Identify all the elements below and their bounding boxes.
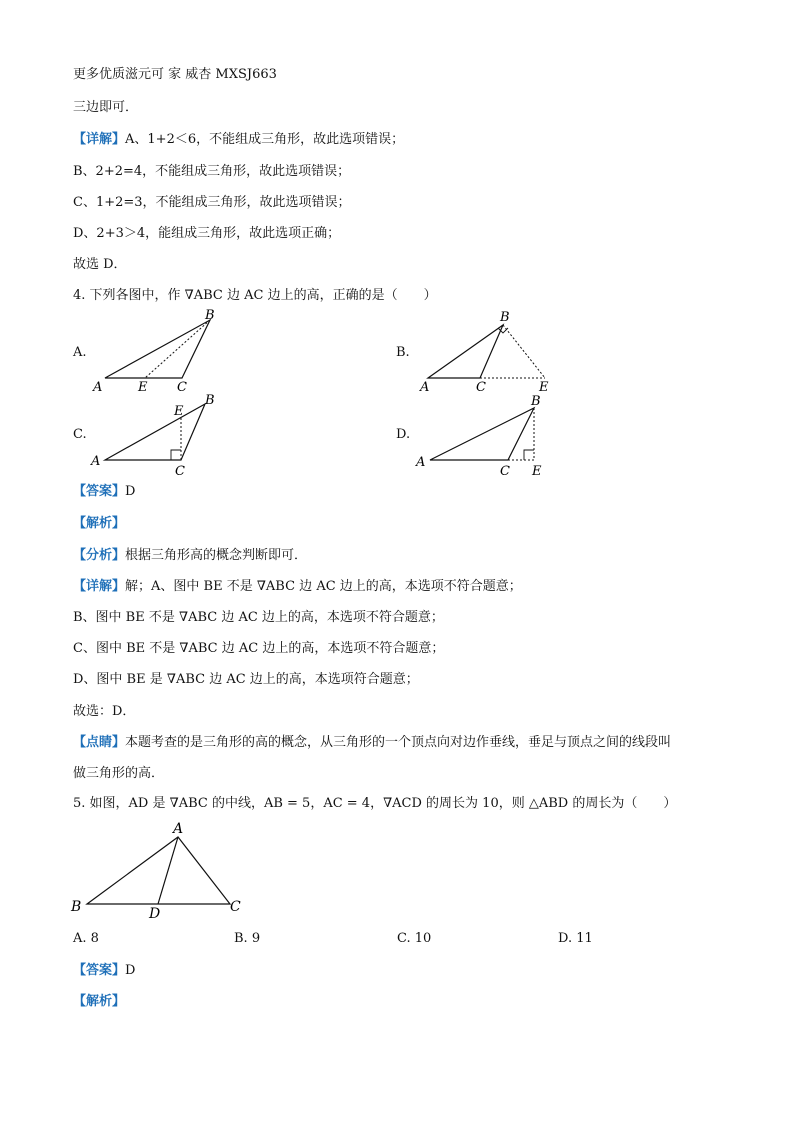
point-label-e: E: [532, 464, 542, 479]
detail-tag: 【详解】: [73, 132, 126, 147]
q4-detail-line: D、图中 BE 是 ∇ABC 边 AC 边上的高，本选项符合题意；: [73, 672, 419, 687]
point-label-b: B: [531, 394, 541, 409]
point-label-b: B: [500, 310, 510, 325]
q3-detail-line: [73, 131, 404, 149]
dianjing-tag: 【点睛】: [73, 735, 126, 750]
q4-detail-line: B、图中 BE 不是 ∇ABC 边 AC 边上的高，本选项不符合题意；: [73, 610, 444, 625]
point-label-b: B: [205, 393, 215, 408]
q5-figure: [65, 815, 265, 925]
point-label-c: C: [175, 464, 185, 479]
point-label-e: E: [138, 380, 148, 395]
q3-line: B、2+2=4，不能组成三角形，故此选项错误；: [73, 164, 351, 179]
q5-option-a: A. 8: [73, 931, 99, 946]
point-label-c: C: [230, 899, 241, 915]
q4-figure-b: [410, 305, 560, 395]
point-label-a: A: [420, 380, 430, 395]
dianjing-text: 本题考查的是三角形的高的概念，从三角形的一个顶点向对边作垂线，垂足与顶点之间的线段叫: [125, 735, 672, 750]
q4-figure-a: [85, 305, 235, 395]
point-label-c: C: [476, 380, 486, 395]
q4-detail-line: C、图中 BE 不是 ∇ABC 边 AC 边上的高，本选项不符合题意；: [73, 641, 445, 656]
header-watermark: 更多优质滋元可 家 威杏 MXSJ663: [73, 67, 277, 82]
q4-fenxi-line: [73, 547, 307, 565]
q4-detail-line: [73, 578, 522, 596]
point-label-a: A: [416, 455, 426, 470]
point-label-c: C: [500, 464, 510, 479]
q5-answer-line: [73, 962, 135, 980]
point-label-a: A: [93, 380, 103, 395]
point-label-d: D: [149, 906, 161, 922]
answer-value: D: [125, 484, 136, 499]
q4-figure-c: [85, 390, 235, 480]
point-label-e: E: [539, 380, 549, 395]
q3-line: C、1+2=3，不能组成三角形，故此选项错误；: [73, 195, 351, 210]
q5-option-b: B. 9: [234, 931, 261, 946]
q4-option-label-c: C.: [73, 427, 87, 442]
answer-tag: 【答案】: [73, 484, 126, 499]
q5-stem: 5. 如图，AD 是 ∇ABC 的中线，AB = 5，AC = 4，∇ACD 的周长为 10，则 △ABD 的周长为（ ）: [73, 796, 677, 811]
point-label-a: A: [91, 454, 101, 469]
q4-stem: 4. 下列各图中，作 ∇ABC 边 AC 边上的高，正确的是（ ）: [73, 288, 437, 303]
fenxi-tag: 【分析】: [73, 548, 126, 563]
detail-tag: 【详解】: [73, 579, 126, 594]
q4-answer-line: [73, 483, 135, 501]
q4-option-label-a: A.: [73, 345, 87, 360]
answer-tag: 【答案】: [73, 963, 126, 978]
point-label-e: E: [174, 404, 184, 419]
q4-dianjing-line: 做三角形的高．: [73, 766, 165, 781]
q3-line: D、2+3＞4，能组成三角形，故此选项正确；: [73, 226, 341, 241]
analysis-tag: 【解析】: [73, 994, 126, 1009]
q5-option-c: C. 10: [397, 931, 432, 946]
point-label-c: C: [177, 380, 187, 395]
point-label-b: B: [71, 899, 82, 915]
q3-detail-text: A、1+2＜6，不能组成三角形，故此选项错误；: [125, 132, 405, 147]
q3-line: 故选 D．: [73, 257, 127, 272]
detail-text: 解；A、图中 BE 不是 ∇ABC 边 AC 边上的高，本选项不符合题意；: [125, 579, 522, 594]
q3-line: 三边即可．: [73, 100, 139, 115]
q4-choose-line: 故选：D．: [73, 704, 136, 719]
q4-dianjing-line: [73, 734, 671, 752]
analysis-tag: 【解析】: [73, 516, 126, 531]
point-label-a: A: [173, 821, 184, 837]
q4-figure-d: [410, 390, 560, 480]
q4-option-label-b: B.: [396, 345, 410, 360]
q5-option-d: D. 11: [558, 931, 593, 946]
point-label-b: B: [205, 308, 215, 323]
q4-option-label-d: D.: [396, 427, 411, 442]
answer-value: D: [125, 963, 136, 978]
fenxi-text: 根据三角形高的概念判断即可．: [125, 548, 308, 563]
